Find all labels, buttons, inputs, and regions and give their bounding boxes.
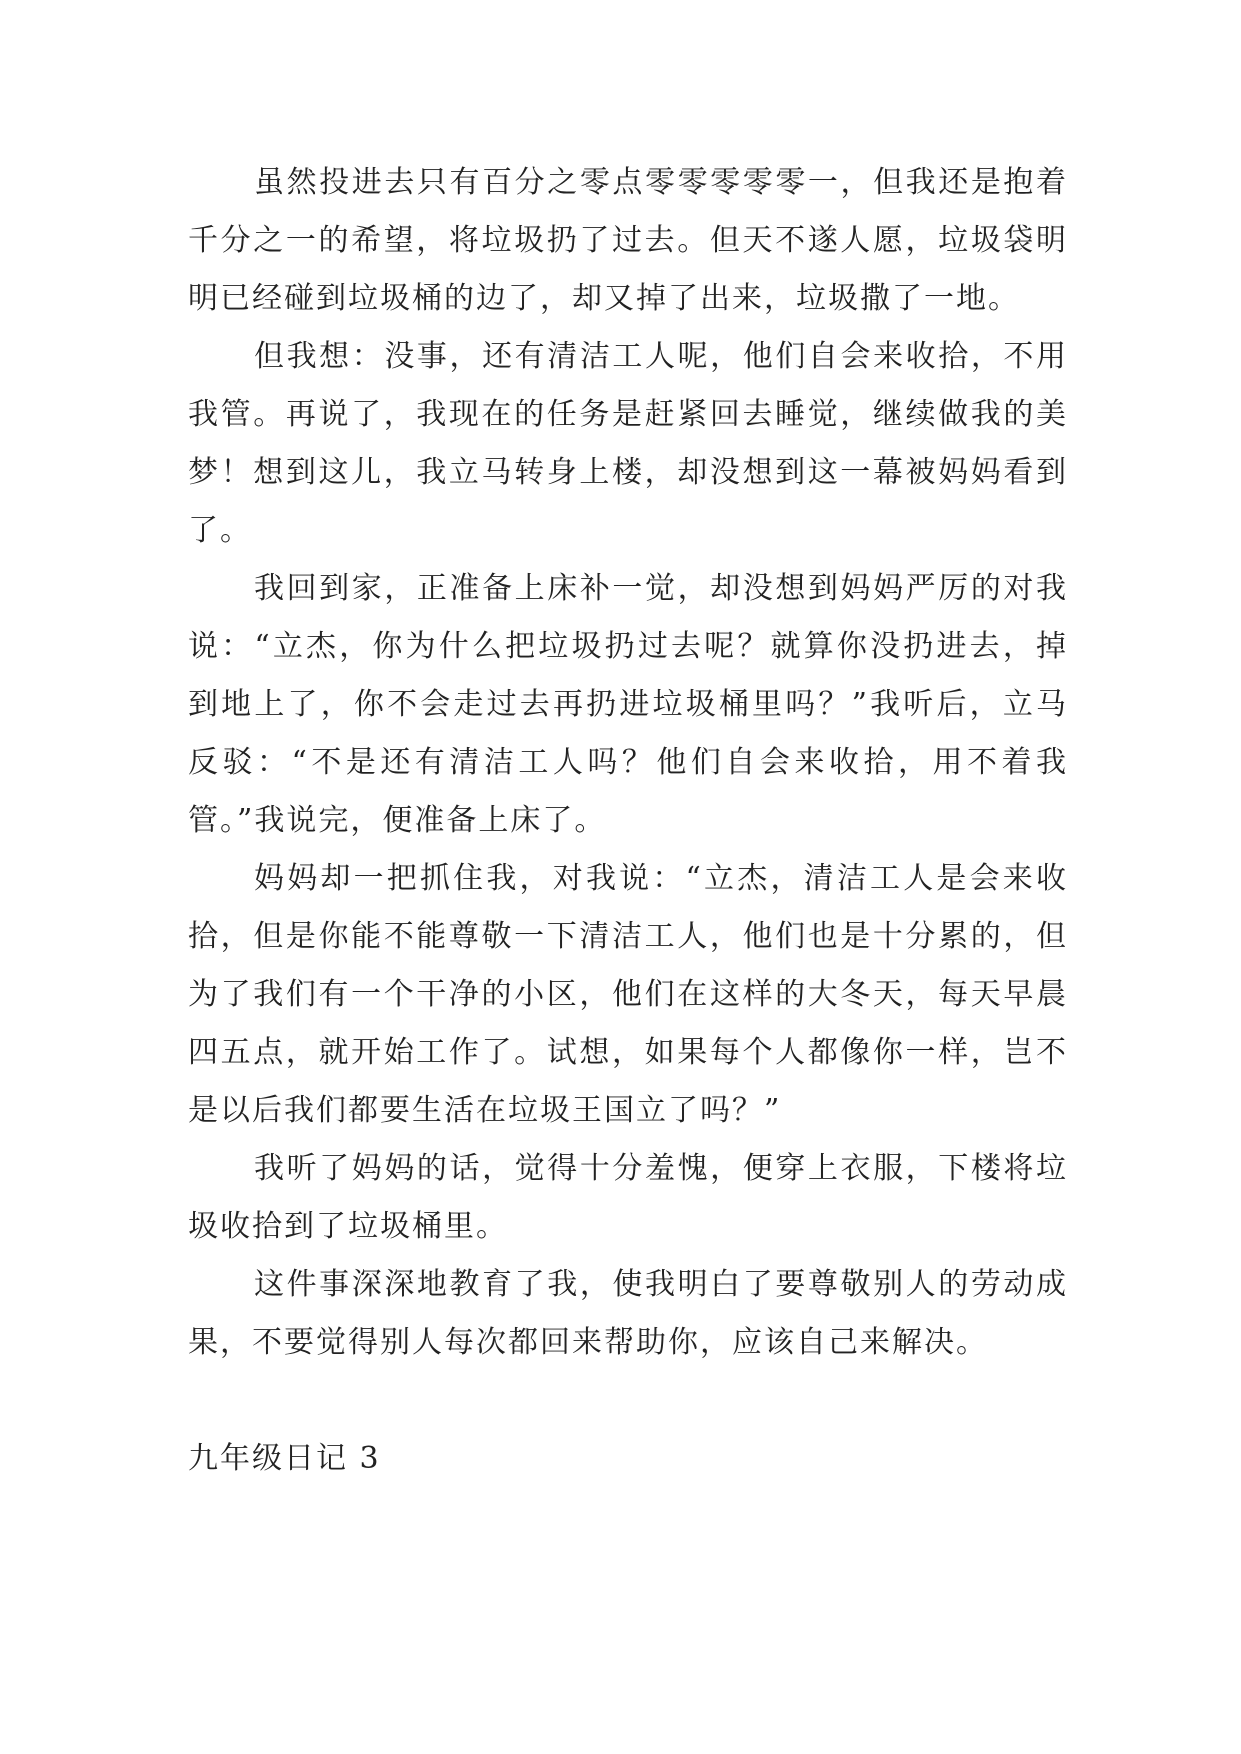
- paragraph: 我回到家，正准备上床补一觉，却没想到妈妈严厉的对我说：“立杰，你为什么把垃圾扔过去呢？就算你没扔进去，掉到地上了，你不会走过去再扔进垃圾桶里吗？”我听后，立马反驳：“不是还有清洁工人吗？他们自会来收拾，用不着我管。”我说完，便准备上床了。: [188, 571, 1068, 838]
- section-heading: 九年级日记 3: [188, 1441, 381, 1476]
- document-body: [188, 154, 1068, 1488]
- paragraph: 我听了妈妈的话，觉得十分羞愧，便穿上衣服，下楼将垃圾收拾到了垃圾桶里。: [188, 1151, 1068, 1244]
- paragraph: 虽然投进去只有百分之零点零零零零零一，但我还是抱着千分之一的希望，将垃圾扔了过去。但天不遂人愿，垃圾袋明明已经碰到垃圾桶的边了，却又掉了出来，垃圾撒了一地。: [188, 165, 1068, 316]
- paragraph: 这件事深深地教育了我，使我明白了要尊敬别人的劳动成果，不要觉得别人每次都回来帮助你，应该自己来解决。: [188, 1267, 1068, 1360]
- paragraph: 妈妈却一把抓住我，对我说：“立杰，清洁工人是会来收拾，但是你能不能尊敬一下清洁工人，他们也是十分累的，但为了我们有一个干净的小区，他们在这样的大冬天，每天早晨四五点，就开始工作了。试想，如果每个人都像你一样，岂不是以后我们都要生活在垃圾王国立了吗？”: [188, 861, 1068, 1128]
- paragraph: 但我想：没事，还有清洁工人呢，他们自会来收拾，不用我管。再说了，我现在的任务是赶紧回去睡觉，继续做我的美梦！想到这儿，我立马转身上楼，却没想到这一幕被妈妈看到了。: [188, 339, 1068, 548]
